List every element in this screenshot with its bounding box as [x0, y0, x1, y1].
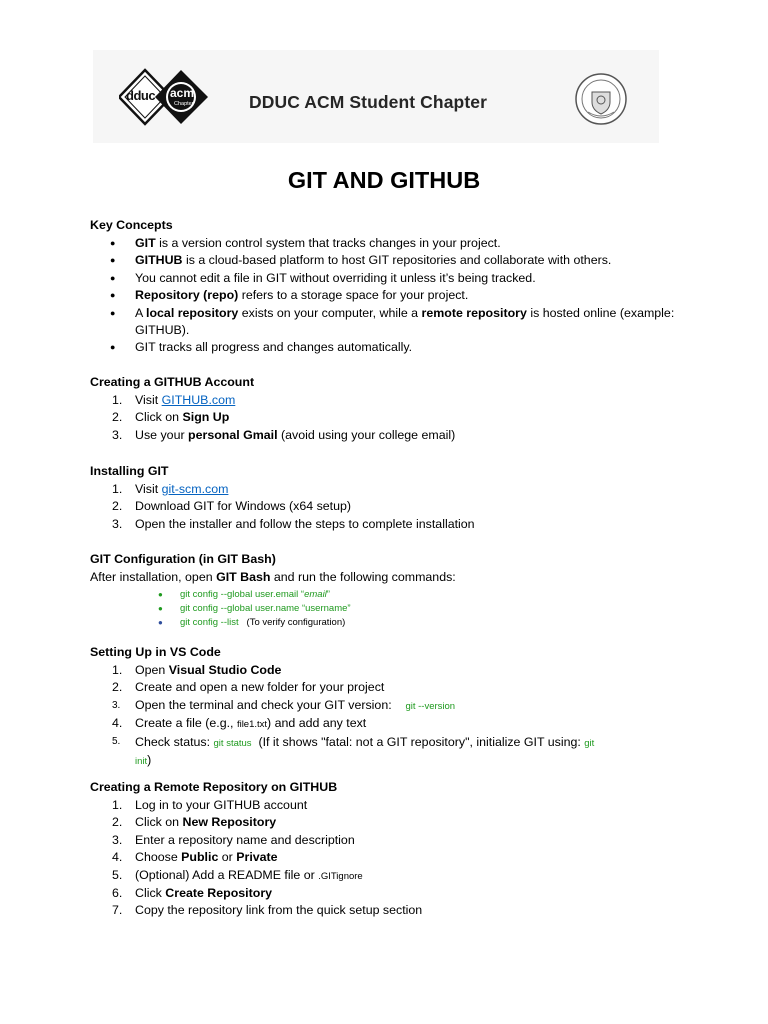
- list-item: 2. Download GIT for Windows (x64 setup): [112, 499, 352, 514]
- list-item: ● You cannot edit a file in GIT without overriding it unless it’s being tracked.: [90, 270, 690, 287]
- inline-code: git status: [213, 737, 252, 749]
- config-command: ● git config --global user.email “email”: [158, 589, 330, 600]
- college-seal-icon: [574, 72, 628, 126]
- vscode-section: [90, 644, 690, 771]
- logo-right-text: acm: [170, 86, 195, 100]
- acm-logo: [119, 68, 211, 126]
- key-concepts-heading: Key Concepts: [90, 218, 173, 232]
- list-item: 4. Create a file (e.g., file1.txt) and add any text: [112, 716, 367, 731]
- list-item: 6. Click Create Repository: [112, 886, 273, 901]
- list-item: 1. Visit git-scm.com: [112, 482, 229, 496]
- header-banner: [93, 50, 659, 143]
- list-item: 3. Enter a repository name and description: [112, 832, 355, 847]
- remote-repo-heading: Creating a Remote Repository on GITHUB: [90, 780, 338, 794]
- list-item: 1. Log in to your GITHUB account: [112, 798, 308, 812]
- list-item: ● A local repository exists on your computer, while a remote repository is hosted online (example: GITHUB).: [90, 305, 690, 340]
- list-item: 1. Open Visual Studio Code: [112, 663, 282, 677]
- installing-git-heading: Installing GIT: [90, 464, 169, 478]
- inline-code: git init: [135, 737, 595, 768]
- list-item: 1. Visit GITHUB.com: [112, 393, 236, 407]
- document-title: GIT AND GITHUB: [287, 167, 481, 193]
- git-config-section: [90, 551, 690, 631]
- vscode-heading: Setting Up in VS Code: [90, 645, 221, 659]
- key-concepts-section: [90, 217, 690, 357]
- list-item: ● GITHUB is a cloud-based platform to host GIT repositories and collaborate with others.: [90, 252, 690, 269]
- inline-code: git --version: [405, 700, 456, 712]
- github-link[interactable]: GITHUB.com: [161, 393, 236, 407]
- list-item: ● Repository (repo) refers to a storage space for your project.: [90, 287, 690, 304]
- chapter-name: DDUC ACM Student Chapter: [249, 92, 487, 112]
- list-item: 3. Use your personal Gmail (avoid using your college email): [112, 427, 456, 442]
- git-scm-link[interactable]: git-scm.com: [161, 482, 229, 496]
- config-command: ● git config --global user.name “username”: [158, 603, 351, 615]
- list-item: ● GIT tracks all progress and changes automatically.: [90, 339, 690, 356]
- logo-right-sub: Chapter: [174, 101, 194, 107]
- remote-repo-section: [90, 779, 690, 920]
- logo-left-text: dduc: [126, 88, 156, 103]
- github-account-section: [90, 374, 690, 444]
- list-item: 5. (Optional) Add a README file or .GITignore: [112, 867, 363, 882]
- config-command: ● git config --list (To verify configuration): [158, 617, 346, 629]
- list-item: 2. Click on New Repository: [112, 815, 277, 830]
- list-item: 2. Click on Sign Up: [112, 410, 230, 425]
- list-item: 5. Check status: git status (If it shows "fatal: not a GIT repository", initialize GIT using: git init): [112, 734, 595, 768]
- list-item: 2. Create and open a new folder for your project: [112, 680, 385, 695]
- list-item: 3. Open the installer and follow the steps to complete installation: [112, 516, 475, 531]
- git-config-intro: After installation, open GIT Bash and run the following commands:: [90, 570, 456, 584]
- installing-git-section: [90, 463, 690, 533]
- list-item: 3. Open the terminal and check your GIT version: git --version: [112, 697, 456, 712]
- list-item: ● GIT is a version control system that tracks changes in your project.: [90, 235, 690, 252]
- github-account-heading: Creating a GITHUB Account: [90, 375, 255, 389]
- git-config-heading: GIT Configuration (in GIT Bash): [90, 552, 276, 566]
- list-item: 4. Choose Public or Private: [112, 850, 278, 865]
- list-item: 7. Copy the repository link from the quick setup section: [112, 903, 423, 918]
